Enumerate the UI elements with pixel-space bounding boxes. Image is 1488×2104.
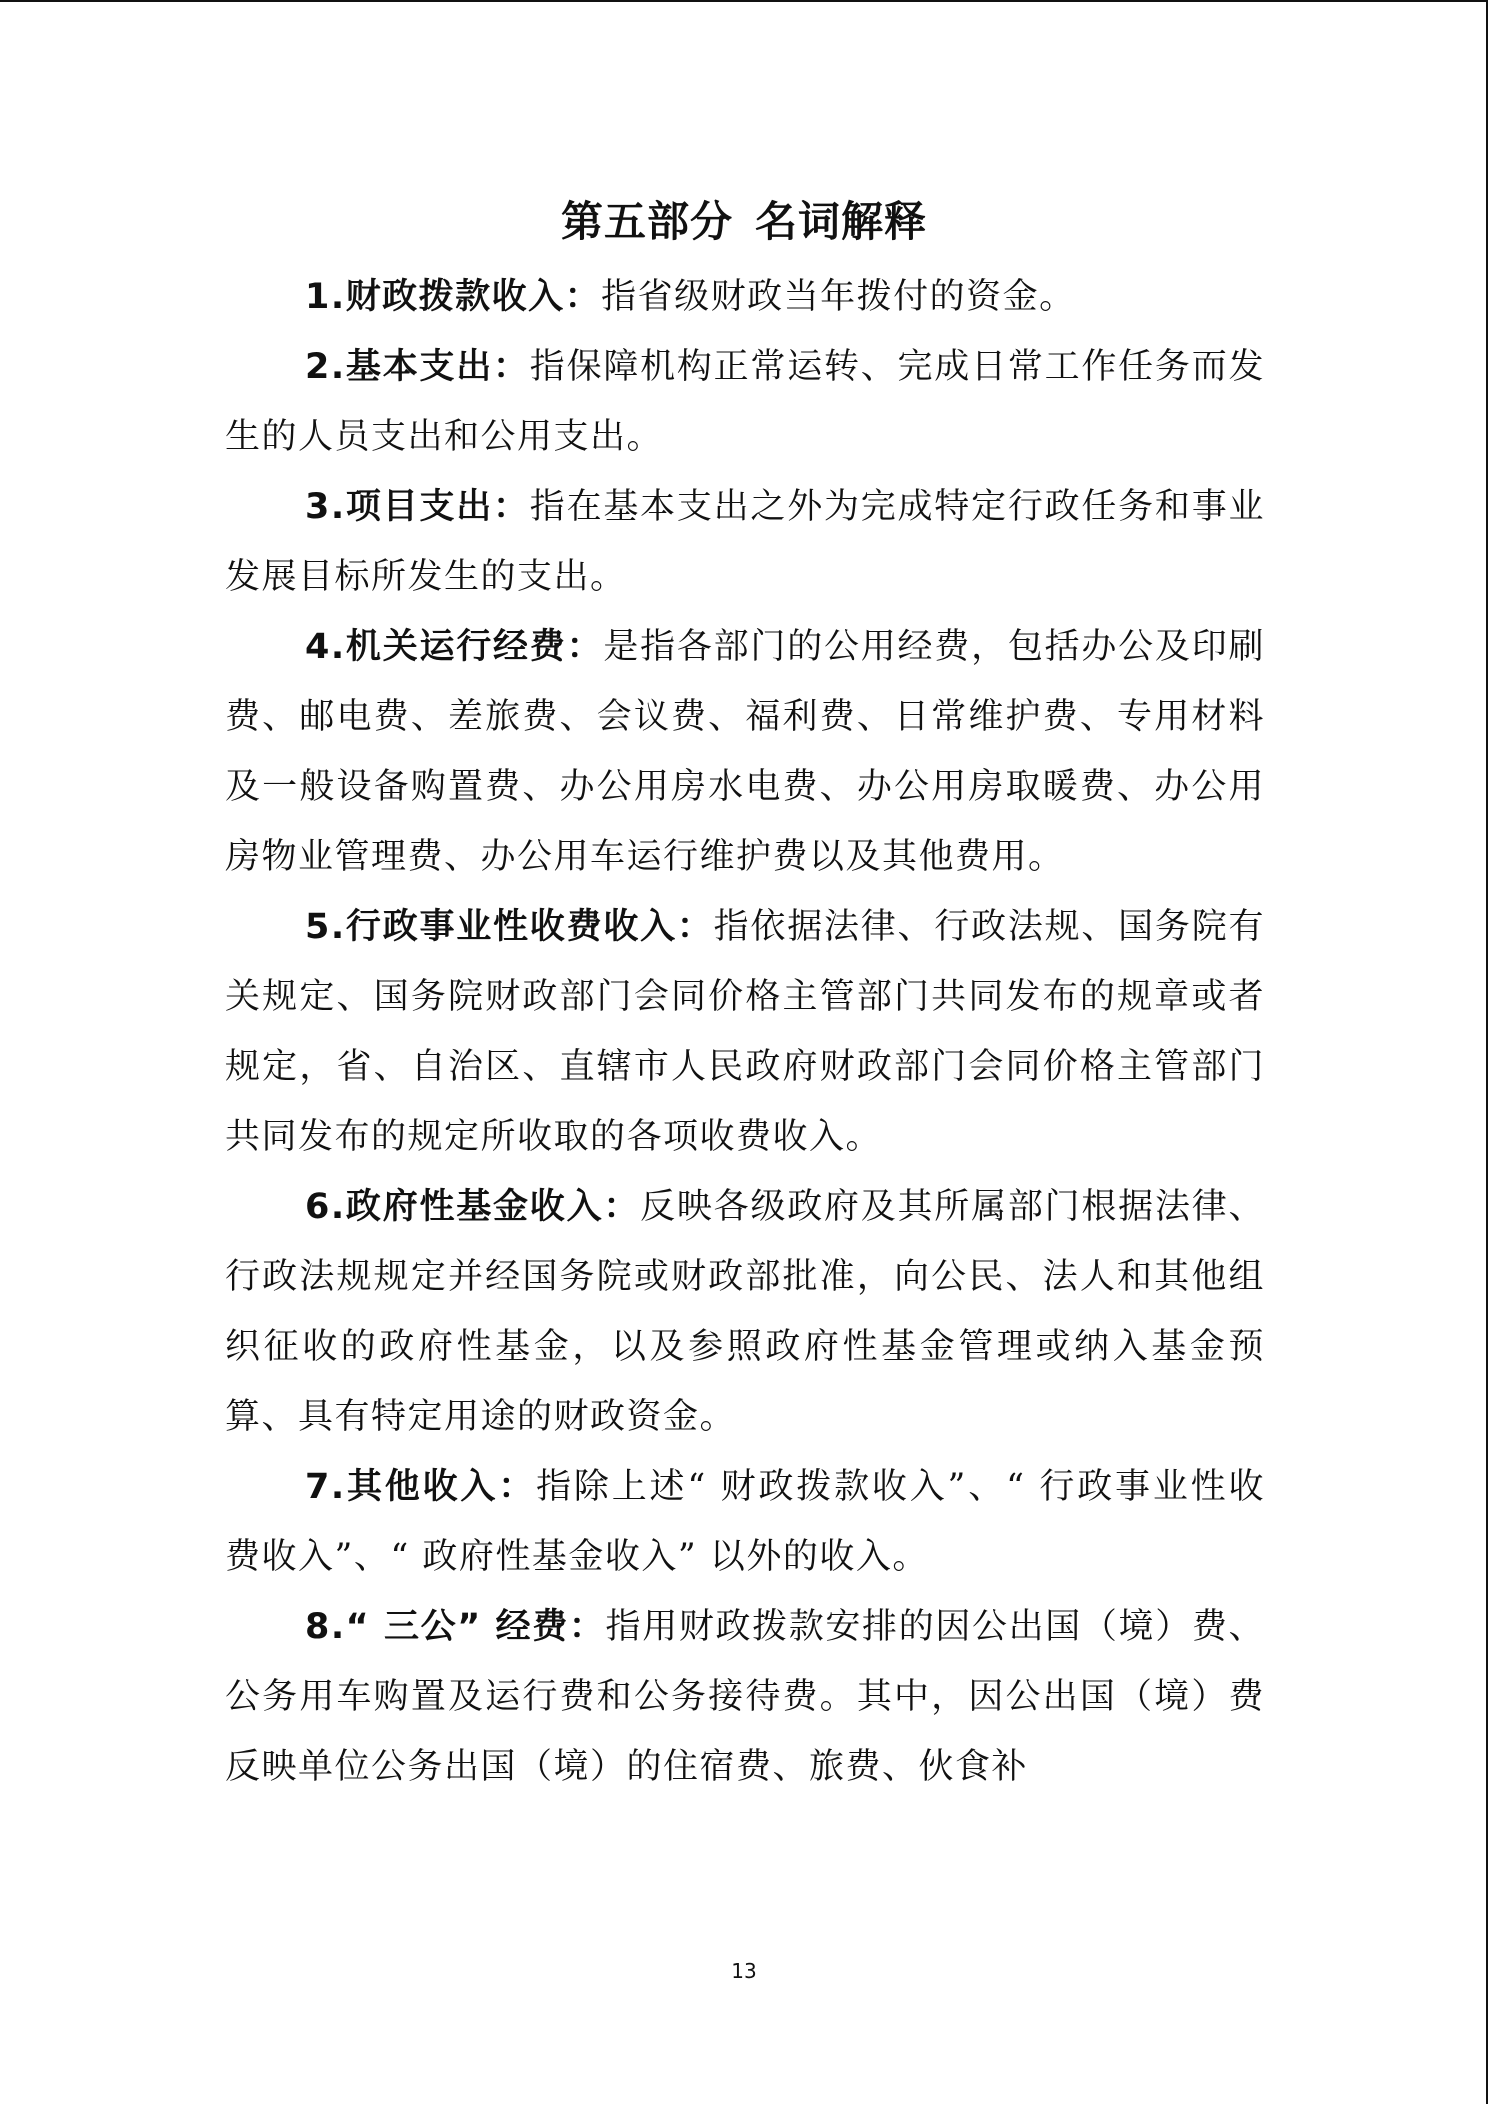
item-text: 指用财政拨款安排的因公出国（境）费、公务用车购置及运行费和公务接待费。其中，因公出国（境）费反映单位公务出国（境）的住宿费、旅费、伙食补 [225,1607,1265,1787]
definition-item [225,262,1265,332]
item-term: 政府性基金收入： [345,1187,641,1227]
item-number: 7. [305,1467,346,1507]
title-part: 第五部分 [560,197,733,246]
definition-item [225,612,1265,892]
item-term: 其他收入： [345,1467,537,1507]
definition-item [225,1172,1265,1452]
definition-item [225,332,1265,472]
item-number: 2. [305,347,346,387]
title-main: 名词解释 [755,197,928,246]
item-text: 指省级财政当年拨付的资金。 [601,277,1076,317]
item-text: 指除上述“ 财政拨款收入”、“ 行政事业性收费收入”、“ 政府性基金收入” 以外的收入。 [225,1467,1265,1577]
item-number: 5. [305,907,346,947]
item-text: 指在基本支出之外为完成特定行政任务和事业发展目标所发生的支出。 [225,487,1265,597]
item-text: 是指各部门的公用经费，包括办公及印刷费、邮电费、差旅费、会议费、福利费、日常维护费、专用材料及一般设备购置费、办公用房水电费、办公用房取暖费、办公用房物业管理费、办公用车运行维护费以及其他费用。 [225,627,1265,877]
definition-item [225,1452,1265,1592]
definition-item [225,472,1265,612]
item-number: 4. [305,627,346,667]
item-number: 6. [305,1187,346,1227]
item-number: 8. [305,1607,346,1647]
item-number: 3. [305,487,346,527]
item-text: 指保障机构正常运转、完成日常工作任务而发生的人员支出和公用支出。 [225,347,1265,457]
item-number: 1. [305,277,346,317]
item-term: 行政事业性收费收入： [345,907,714,947]
item-term: 基本支出： [345,347,530,387]
page-title [0,192,1488,252]
definition-item [225,892,1265,1172]
item-term: “ 三公” 经费： [345,1607,606,1647]
item-text: 反映各级政府及其所属部门根据法律、行政法规规定并经国务院或财政部批准，向公民、法人和其他组织征收的政府性基金，以及参照政府性基金管理或纳入基金预算、具有特定用途的财政资金。 [225,1187,1265,1437]
definitions-list [225,262,1265,1802]
item-term: 项目支出： [345,487,530,527]
definition-item [225,1592,1265,1802]
item-term: 机关运行经费： [345,627,604,667]
page-number: 13 [731,1959,757,1983]
item-term: 财政拨款收入： [345,277,602,317]
item-text: 指依据法律、行政法规、国务院有关规定、国务院财政部门会同价格主管部门共同发布的规章或者规定，省、自治区、直辖市人民政府财政部门会同价格主管部门共同发布的规定所收取的各项收费收入。 [225,907,1265,1157]
